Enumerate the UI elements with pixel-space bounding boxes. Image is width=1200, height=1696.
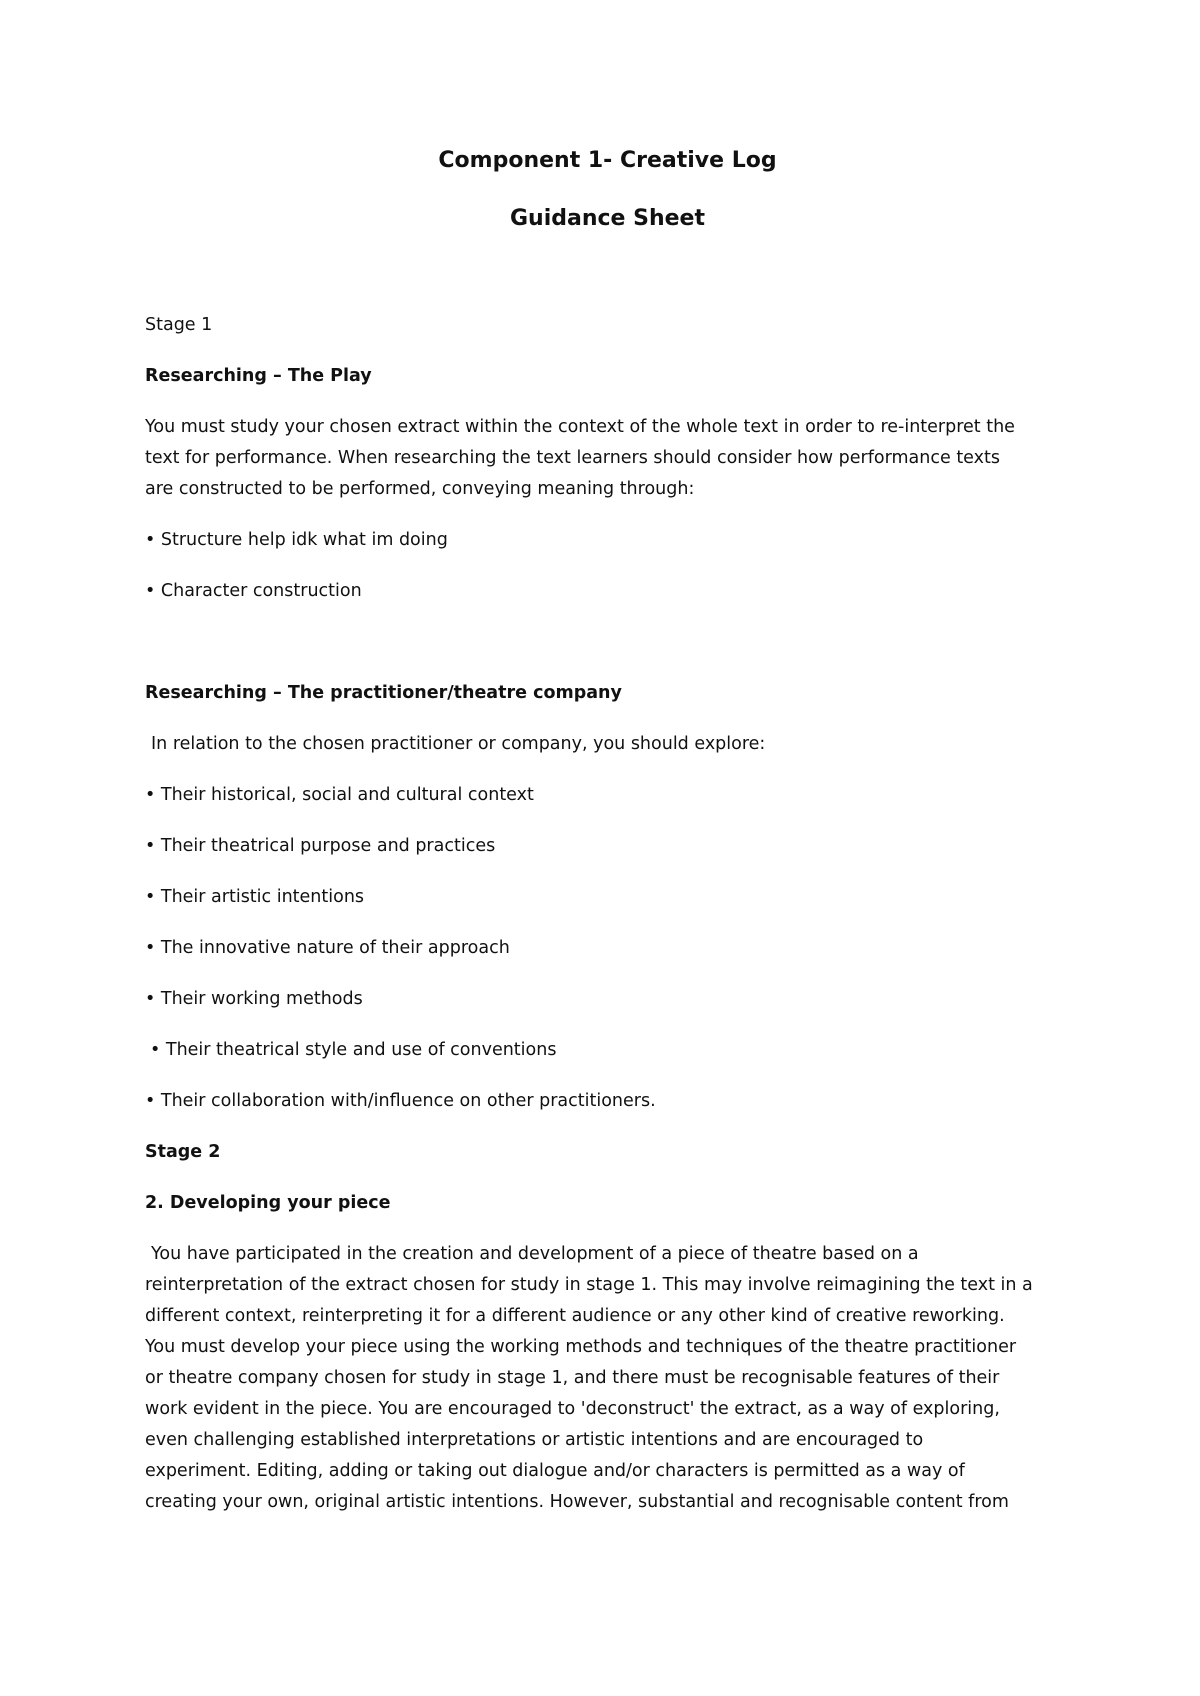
practitioner-bullet-list — [145, 780, 1070, 1117]
paragraph-line: work evident in the piece. You are encouraged to 'deconstruct' the extract, as a way of exploring, — [145, 1399, 1000, 1419]
practitioner-intro: In relation to the chosen practitioner or company, you should explore: — [151, 734, 766, 754]
heading-developing-piece: 2. Developing your piece — [145, 1193, 391, 1213]
bullet-item: • Their collaboration with/influence on other practitioners. — [145, 1091, 656, 1111]
document-content — [145, 146, 1070, 1518]
bullet-item: • The innovative nature of their approach — [145, 938, 510, 958]
paragraph-line: are constructed to be performed, conveying meaning through: — [145, 479, 695, 499]
paragraph-line: even challenging established interpretations or artistic intentions and are encouraged to — [145, 1430, 924, 1450]
bullet-item: • Their theatrical style and use of conventions — [150, 1040, 557, 1060]
heading-researching-practitioner: Researching – The practitioner/theatre company — [145, 683, 622, 703]
paragraph-line: You must develop your piece using the working methods and techniques of the theatre practitioner — [145, 1337, 1017, 1357]
bullet-item: • Their artistic intentions — [145, 887, 365, 907]
paragraph-line: text for performance. When researching the text learners should consider how performance texts — [145, 448, 1000, 468]
paragraph-line: or theatre company chosen for study in stage 1, and there must be recognisable features of their — [145, 1368, 1000, 1388]
document-title: Component 1- Creative Log — [438, 148, 777, 173]
paragraph-line: experiment. Editing, adding or taking out dialogue and/or characters is permitted as a way of — [145, 1461, 965, 1481]
paragraph-line: reinterpretation of the extract chosen for study in stage 1. This may involve reimagining the text in a — [145, 1275, 1033, 1295]
paragraph-line: You have participated in the creation and development of a piece of theatre based on a — [151, 1244, 919, 1264]
developing-paragraph — [145, 1239, 1070, 1518]
paragraph-line: different context, reinterpreting it for a different audience or any other kind of creative reworking. — [145, 1306, 1005, 1326]
paragraph-line: creating your own, original artistic intentions. However, substantial and recognisable content from — [145, 1492, 1009, 1512]
bullet-item: • Their historical, social and cultural context — [145, 785, 534, 805]
heading-researching-play: Researching – The Play — [145, 366, 372, 386]
paragraph-line: You must study your chosen extract within the context of the whole text in order to re-interpret the — [145, 417, 1015, 437]
document-subtitle: Guidance Sheet — [509, 206, 705, 231]
bullet-item: • Structure help idk what im doing — [145, 530, 448, 550]
bullet-item: • Their working methods — [145, 989, 363, 1009]
play-bullet-list — [145, 525, 1070, 607]
bullet-item: • Their theatrical purpose and practices — [145, 836, 496, 856]
play-paragraph — [145, 412, 1070, 505]
bullet-item: • Character construction — [145, 581, 362, 601]
stage-1-label: Stage 1 — [145, 315, 213, 335]
stage-2-label: Stage 2 — [145, 1142, 221, 1162]
